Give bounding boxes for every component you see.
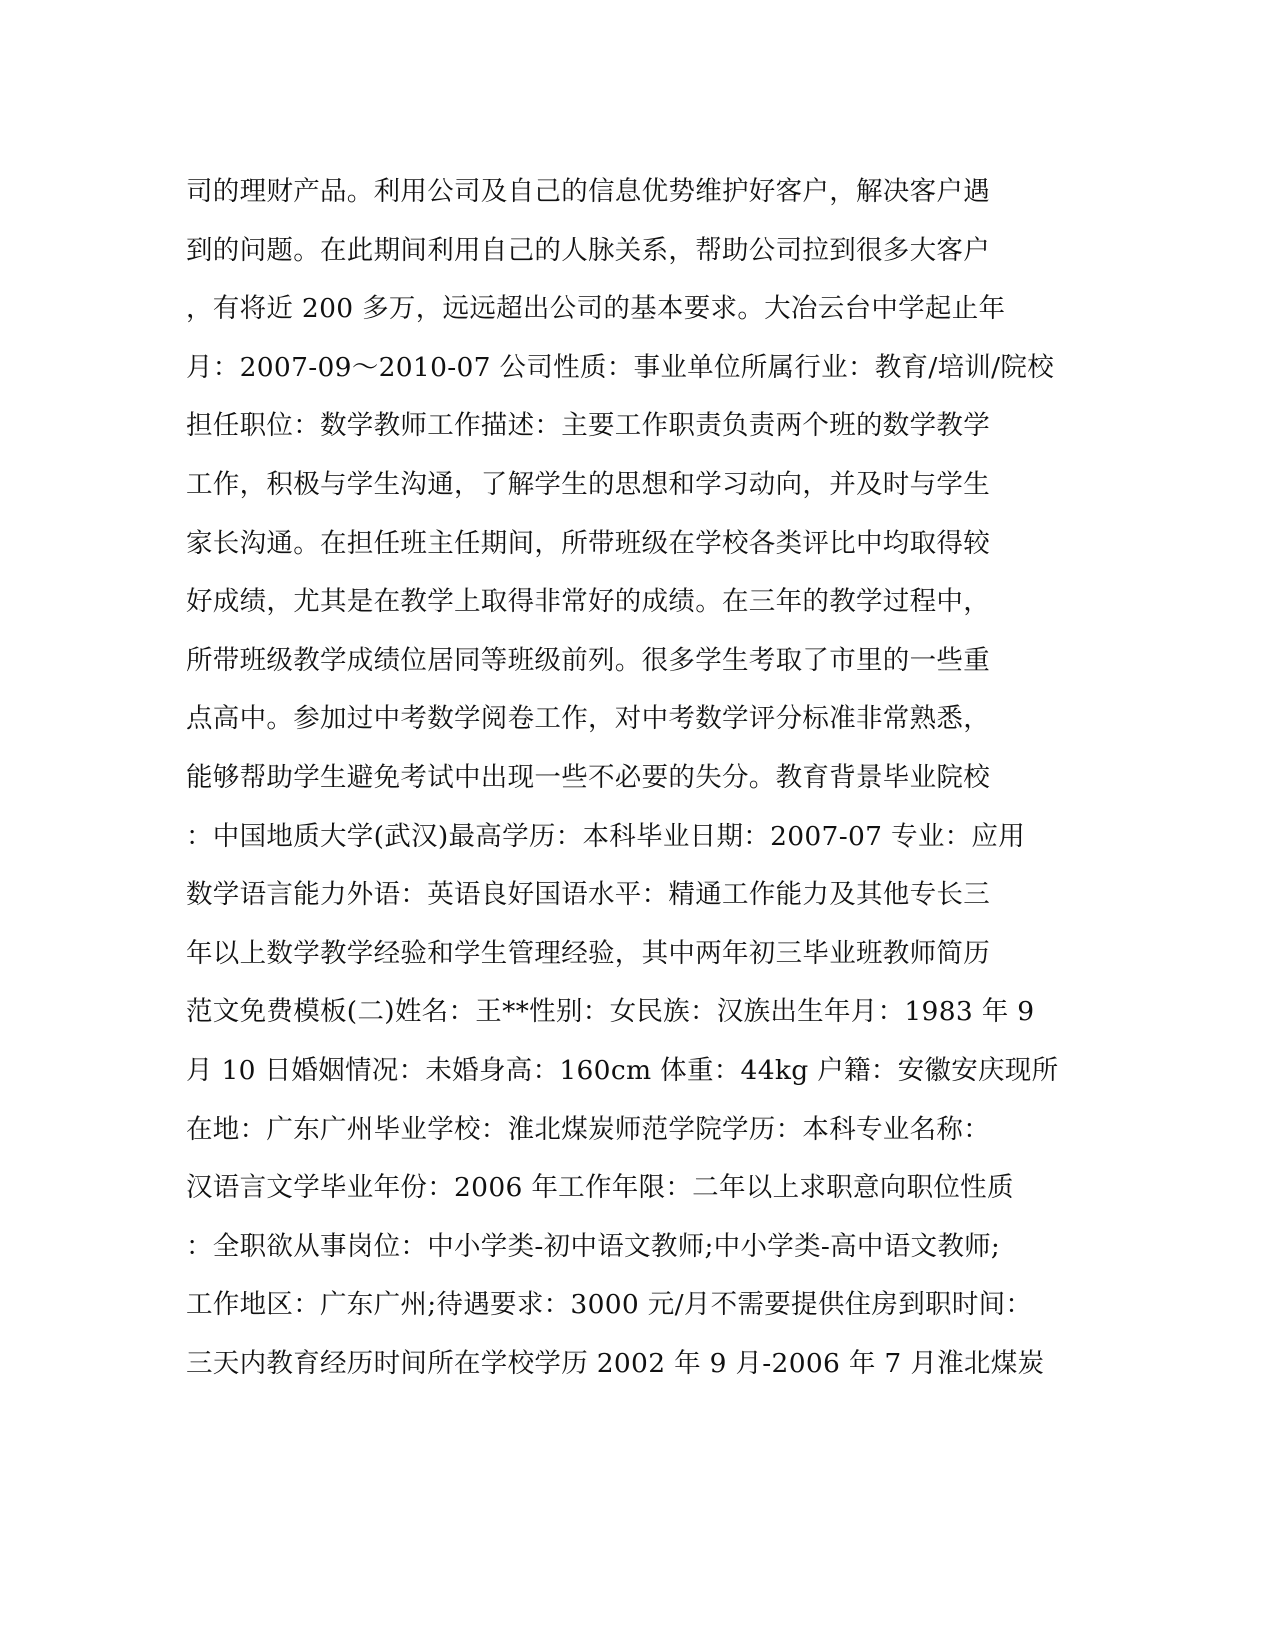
text-line: 数学语言能力外语：英语良好国语水平：精通工作能力及其他专长三	[186, 879, 990, 911]
text-line: 月：2007-09～2010-07 公司性质：事业单位所属行业：教育/培训/院校	[186, 351, 1055, 383]
text-line: 工作地区：广东广州;待遇要求：3000 元/月不需要提供住房到职时间：	[186, 1289, 1033, 1321]
text-line: 担任职位：数学教师工作描述：主要工作职责负责两个班的数学教学	[186, 410, 990, 442]
text-line: 所带班级教学成绩位居同等班级前列。很多学生考取了市里的一些重	[186, 644, 990, 676]
text-line: 范文免费模板(二)姓名：王**性别：女民族：汉族出生年月：1983 年 9	[186, 996, 1035, 1028]
text-line: ，有将近 200 多万，远远超出公司的基本要求。大冶云台中学起止年	[186, 293, 1006, 325]
text-line: 家长沟通。在担任班主任期间，所带班级在学校各类评比中均取得较	[186, 527, 990, 559]
text-line: 工作，积极与学生沟通，了解学生的思想和学习动向，并及时与学生	[186, 468, 990, 500]
text-line: ：全职欲从事岗位：中小学类-初中语文教师;中小学类-高中语文教师;	[186, 1230, 1001, 1262]
text-line: ：中国地质大学(武汉)最高学历：本科毕业日期：2007-07 专业：应用	[186, 820, 1026, 852]
text-line: 在地：广东广州毕业学校：淮北煤炭师范学院学历：本科专业名称：	[186, 1113, 990, 1145]
text-line: 好成绩，尤其是在教学上取得非常好的成绩。在三年的教学过程中，	[186, 586, 990, 618]
text-line: 能够帮助学生避免考试中出现一些不必要的失分。教育背景毕业院校	[186, 761, 990, 793]
text-line: 到的问题。在此期间利用自己的人脉关系，帮助公司拉到很多大客户	[186, 234, 990, 266]
text-line: 汉语言文学毕业年份：2006 年工作年限：二年以上求职意向职位性质	[186, 1172, 1014, 1204]
text-line: 年以上数学教学经验和学生管理经验，其中两年初三毕业班教师简历	[186, 937, 990, 969]
text-line: 点高中。参加过中考数学阅卷工作，对中考数学评分标准非常熟悉，	[186, 703, 990, 735]
text-line: 司的理财产品。利用公司及自己的信息优势维护好客户，解决客户遇	[186, 176, 990, 207]
body-text	[186, 163, 1066, 1393]
text-line: 月 10 日婚姻情况：未婚身高：160cm 体重：44kg 户籍：安徽安庆现所	[186, 1054, 1059, 1086]
text-line: 三天内教育经历时间所在学校学历 2002 年 9 月-2006 年 7 月淮北煤炭	[186, 1347, 1045, 1379]
